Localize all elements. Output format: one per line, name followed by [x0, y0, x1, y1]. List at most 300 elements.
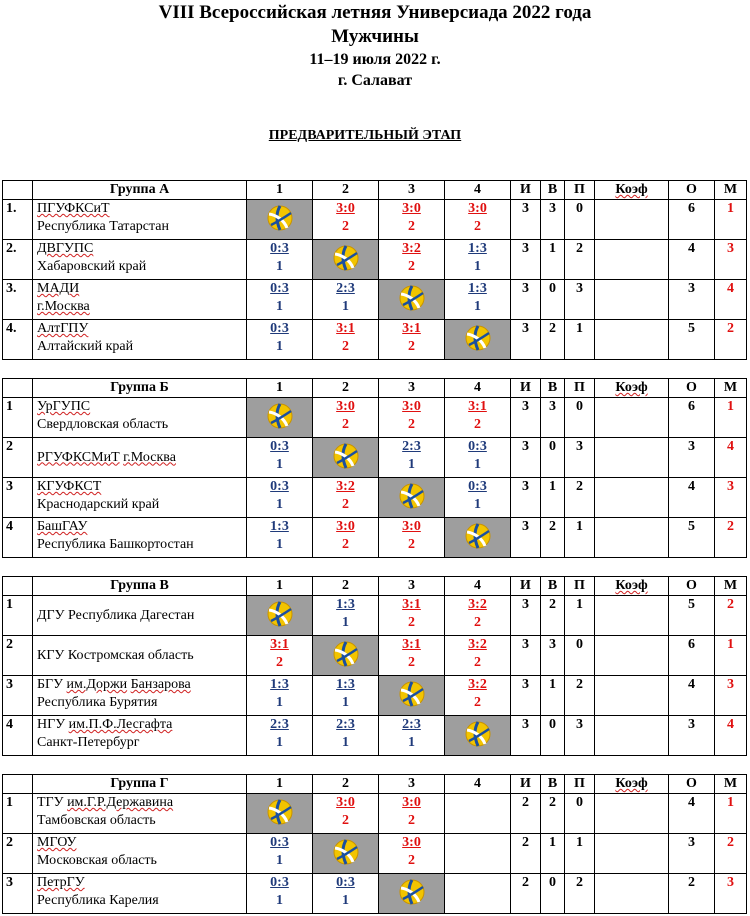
volleyball-icon: [267, 601, 293, 627]
team-name: КГУФКСТ: [37, 479, 102, 494]
team-name-cell: [33, 794, 247, 834]
points-total: 3: [669, 716, 715, 756]
header-col-2: 2: [313, 181, 379, 200]
header-place: М: [715, 181, 747, 200]
match-points: 1: [276, 537, 283, 552]
team-row: [3, 636, 747, 676]
match-score: 3:2: [336, 479, 355, 494]
match-points: 1: [342, 893, 349, 908]
match-points: 1: [276, 853, 283, 868]
match-result-cell: [313, 320, 379, 360]
header-coef: Коэф: [595, 379, 669, 398]
place: 1: [715, 794, 747, 834]
match-points: 2: [342, 417, 349, 432]
team-number: 2: [3, 636, 33, 676]
match-result-cell: [313, 676, 379, 716]
match-result-cell: [445, 478, 511, 518]
match-score: 2:3: [270, 717, 289, 732]
points-total: 5: [669, 518, 715, 558]
losses-count: 0: [565, 636, 595, 676]
coefficient: [595, 794, 669, 834]
self-match-cell: [445, 320, 511, 360]
match-result-cell: [247, 716, 313, 756]
header-col-1: 1: [247, 775, 313, 794]
match-result-cell: [247, 518, 313, 558]
match-result-cell: [445, 398, 511, 438]
match-score: 0:3: [270, 479, 289, 494]
team-name-cell: [33, 834, 247, 874]
games-played: 2: [511, 874, 541, 914]
team-name: БашГАУ: [37, 519, 88, 534]
points-total: 4: [669, 676, 715, 716]
team-region: Алтайский край: [37, 339, 134, 354]
group-name: Группа В: [33, 577, 247, 596]
team-number: 2: [3, 834, 33, 874]
place: 1: [715, 636, 747, 676]
coefficient: [595, 716, 669, 756]
match-points: 1: [408, 457, 415, 472]
header-num: [3, 577, 33, 596]
team-row: [3, 834, 747, 874]
self-match-cell: [445, 518, 511, 558]
place: 3: [715, 676, 747, 716]
self-match-cell: [247, 200, 313, 240]
team-row: [3, 280, 747, 320]
match-points: 1: [276, 299, 283, 314]
match-result-cell: [445, 636, 511, 676]
group-table: [2, 180, 747, 360]
match-points: 1: [276, 695, 283, 710]
match-points: 1: [474, 259, 481, 274]
coefficient: [595, 438, 669, 478]
match-result-cell: [313, 518, 379, 558]
match-score: 3:1: [468, 399, 487, 414]
group-table: [2, 576, 747, 756]
games-played: 3: [511, 398, 541, 438]
match-points: 2: [342, 813, 349, 828]
match-result-cell: [445, 200, 511, 240]
wins-count: 2: [541, 320, 565, 360]
group-table: [2, 774, 747, 914]
coefficient: [595, 874, 669, 914]
team-number: 3: [3, 676, 33, 716]
self-match-cell: [379, 676, 445, 716]
volleyball-icon: [399, 879, 425, 905]
losses-count: 1: [565, 518, 595, 558]
team-region: Республика Бурятия: [37, 695, 158, 710]
group-name: Группа А: [33, 181, 247, 200]
points-total: 3: [669, 834, 715, 874]
match-points: 1: [276, 893, 283, 908]
event-dates: 11–19 июля 2022 г.: [309, 51, 441, 68]
header-wins: В: [541, 775, 565, 794]
match-score: 3:0: [336, 519, 355, 534]
match-result-cell: [247, 320, 313, 360]
match-points: 2: [342, 339, 349, 354]
place: 4: [715, 716, 747, 756]
losses-count: 3: [565, 280, 595, 320]
coefficient: [595, 676, 669, 716]
header-col-1: 1: [247, 181, 313, 200]
team-number: 3.: [3, 280, 33, 320]
team-number: 1.: [3, 200, 33, 240]
match-points: 2: [408, 219, 415, 234]
match-score: 3:0: [336, 795, 355, 810]
losses-count: 0: [565, 200, 595, 240]
team-region: Хабаровский край: [37, 259, 147, 274]
volleyball-icon: [399, 285, 425, 311]
team-region: Тамбовская область: [37, 813, 156, 828]
header-num: [3, 775, 33, 794]
match-result-cell: [445, 596, 511, 636]
match-score: 3:1: [402, 597, 421, 612]
match-result-cell: [247, 636, 313, 676]
header-losses: П: [565, 181, 595, 200]
header-col-3: 3: [379, 181, 445, 200]
self-match-cell: [313, 636, 379, 676]
wins-count: 0: [541, 874, 565, 914]
place: 2: [715, 596, 747, 636]
points-total: 4: [669, 478, 715, 518]
header-col-2: 2: [313, 577, 379, 596]
games-played: 3: [511, 240, 541, 280]
header-points: О: [669, 577, 715, 596]
match-result-cell: [247, 478, 313, 518]
match-score: 3:2: [402, 241, 421, 256]
match-result-cell: [379, 716, 445, 756]
losses-count: 0: [565, 398, 595, 438]
match-score: 3:2: [468, 637, 487, 652]
match-result-cell: [379, 794, 445, 834]
team-name-cell: [33, 636, 247, 676]
header-games: И: [511, 379, 541, 398]
match-result-cell: [379, 596, 445, 636]
match-result-cell: [313, 874, 379, 914]
header-col-2: 2: [313, 379, 379, 398]
gender-category: Мужчины: [331, 26, 419, 47]
points-total: 4: [669, 794, 715, 834]
match-result-cell: [247, 676, 313, 716]
team-region: Краснодарский край: [37, 497, 160, 512]
team-name-cell: [33, 478, 247, 518]
place: 3: [715, 874, 747, 914]
match-score: 3:2: [468, 677, 487, 692]
self-match-cell: [379, 280, 445, 320]
match-result-cell: [313, 794, 379, 834]
self-match-cell: [247, 596, 313, 636]
self-match-cell: [313, 240, 379, 280]
match-points: 2: [276, 655, 283, 670]
team-name: НГУ им.П.Ф.Лесгафта: [37, 717, 173, 732]
team-name-cell: [33, 240, 247, 280]
match-score: 2:3: [336, 281, 355, 296]
group-header-row: [3, 775, 747, 794]
match-result-cell: [247, 280, 313, 320]
losses-count: 2: [565, 874, 595, 914]
header-col-1: 1: [247, 379, 313, 398]
points-total: 6: [669, 636, 715, 676]
wins-count: 1: [541, 834, 565, 874]
team-number: 2: [3, 438, 33, 478]
self-match-cell: [379, 874, 445, 914]
match-result-cell: [313, 280, 379, 320]
header-games: И: [511, 775, 541, 794]
header-points: О: [669, 181, 715, 200]
match-result-cell: [313, 478, 379, 518]
team-row: [3, 438, 747, 478]
team-row: [3, 240, 747, 280]
team-name-cell: [33, 438, 247, 478]
games-played: 3: [511, 518, 541, 558]
team-name: ПГУФКСиТ: [37, 201, 110, 216]
wins-count: 2: [541, 596, 565, 636]
match-points: 2: [474, 655, 481, 670]
match-score: 3:0: [402, 399, 421, 414]
match-points: 2: [342, 497, 349, 512]
match-points: 2: [474, 695, 481, 710]
match-points: 2: [408, 537, 415, 552]
match-score: 3:1: [402, 321, 421, 336]
match-points: 2: [342, 219, 349, 234]
wins-count: 2: [541, 518, 565, 558]
wins-count: 0: [541, 280, 565, 320]
volleyball-icon: [267, 205, 293, 231]
self-match-cell: [379, 478, 445, 518]
team-row: [3, 676, 747, 716]
self-match-cell: [313, 438, 379, 478]
match-score: 3:0: [402, 795, 421, 810]
match-score: 0:3: [270, 439, 289, 454]
self-match-cell: [313, 834, 379, 874]
self-match-cell: [445, 716, 511, 756]
games-played: 2: [511, 834, 541, 874]
points-total: 6: [669, 200, 715, 240]
match-result-cell: [247, 874, 313, 914]
team-name: РГУФКСМиТ г.Москва: [37, 449, 176, 465]
header-place: М: [715, 775, 747, 794]
coefficient: [595, 200, 669, 240]
match-result-cell: [379, 240, 445, 280]
games-played: 3: [511, 438, 541, 478]
match-points: 1: [342, 695, 349, 710]
team-region: Республика Карелия: [37, 893, 159, 908]
volleyball-icon: [333, 839, 359, 865]
match-result-cell: [379, 200, 445, 240]
team-number: 2.: [3, 240, 33, 280]
volleyball-icon: [465, 325, 491, 351]
stage-title: ПРЕДВАРИТЕЛЬНЫЙ ЭТАП: [268, 128, 462, 143]
points-total: 4: [669, 240, 715, 280]
empty-match-cell: [445, 794, 511, 834]
match-score: 2:3: [402, 717, 421, 732]
points-total: 5: [669, 596, 715, 636]
match-result-cell: [445, 240, 511, 280]
header-points: О: [669, 775, 715, 794]
self-match-cell: [247, 794, 313, 834]
volleyball-icon: [333, 641, 359, 667]
match-score: 0:3: [468, 479, 487, 494]
place: 2: [715, 518, 747, 558]
losses-count: 1: [565, 596, 595, 636]
team-name: КГУ Костромская область: [37, 647, 194, 663]
losses-count: 2: [565, 240, 595, 280]
match-score: 3:0: [402, 201, 421, 216]
header-losses: П: [565, 577, 595, 596]
match-score: 0:3: [270, 875, 289, 890]
match-points: 2: [408, 853, 415, 868]
team-name-cell: [33, 200, 247, 240]
team-row: [3, 478, 747, 518]
match-points: 2: [408, 339, 415, 354]
team-number: 4: [3, 716, 33, 756]
team-row: [3, 874, 747, 914]
team-row: [3, 716, 747, 756]
team-region: Республика Татарстан: [37, 219, 170, 234]
wins-count: 1: [541, 240, 565, 280]
match-points: 2: [408, 655, 415, 670]
losses-count: 1: [565, 834, 595, 874]
team-name-cell: [33, 676, 247, 716]
place: 1: [715, 200, 747, 240]
match-result-cell: [247, 834, 313, 874]
match-score: 0:3: [270, 835, 289, 850]
header-losses: П: [565, 775, 595, 794]
games-played: 3: [511, 676, 541, 716]
team-row: [3, 320, 747, 360]
match-points: 1: [342, 615, 349, 630]
header-games: И: [511, 577, 541, 596]
match-points: 2: [408, 259, 415, 274]
team-number: 3: [3, 478, 33, 518]
team-number: 1: [3, 794, 33, 834]
match-points: 2: [342, 537, 349, 552]
match-score: 0:3: [468, 439, 487, 454]
games-played: 3: [511, 200, 541, 240]
match-score: 3:0: [468, 201, 487, 216]
match-result-cell: [313, 596, 379, 636]
empty-match-cell: [445, 874, 511, 914]
team-name-cell: [33, 398, 247, 438]
losses-count: 3: [565, 438, 595, 478]
match-score: 3:2: [468, 597, 487, 612]
games-played: 2: [511, 794, 541, 834]
place: 3: [715, 240, 747, 280]
coefficient: [595, 518, 669, 558]
match-result-cell: [313, 716, 379, 756]
team-name: УрГУПС: [37, 399, 91, 414]
match-score: 2:3: [402, 439, 421, 454]
wins-count: 1: [541, 676, 565, 716]
self-match-cell: [247, 398, 313, 438]
team-name-cell: [33, 280, 247, 320]
volleyball-icon: [267, 799, 293, 825]
team-row: [3, 398, 747, 438]
match-result-cell: [379, 518, 445, 558]
team-row: [3, 518, 747, 558]
volleyball-icon: [399, 681, 425, 707]
match-result-cell: [379, 438, 445, 478]
header-num: [3, 379, 33, 398]
match-points: 1: [276, 339, 283, 354]
losses-count: 1: [565, 320, 595, 360]
group-name: Группа Б: [33, 379, 247, 398]
team-row: [3, 596, 747, 636]
points-total: 5: [669, 320, 715, 360]
losses-count: 3: [565, 716, 595, 756]
games-played: 3: [511, 320, 541, 360]
match-score: 1:3: [336, 677, 355, 692]
coefficient: [595, 596, 669, 636]
wins-count: 3: [541, 398, 565, 438]
match-points: 1: [474, 497, 481, 512]
match-points: 1: [276, 497, 283, 512]
match-points: 1: [342, 299, 349, 314]
header-col-3: 3: [379, 775, 445, 794]
points-total: 3: [669, 438, 715, 478]
match-points: 2: [474, 219, 481, 234]
header-wins: В: [541, 181, 565, 200]
team-name-cell: [33, 596, 247, 636]
header-col-4: 4: [445, 181, 511, 200]
match-result-cell: [247, 438, 313, 478]
match-result-cell: [445, 676, 511, 716]
match-result-cell: [379, 398, 445, 438]
losses-count: 2: [565, 676, 595, 716]
match-score: 3:1: [402, 637, 421, 652]
match-result-cell: [445, 280, 511, 320]
header-points: О: [669, 379, 715, 398]
team-name: ДВГУПС: [37, 241, 94, 256]
place: 2: [715, 320, 747, 360]
points-total: 6: [669, 398, 715, 438]
team-region: Московская область: [37, 853, 157, 868]
games-played: 3: [511, 636, 541, 676]
match-result-cell: [247, 240, 313, 280]
match-result-cell: [313, 398, 379, 438]
team-name-cell: [33, 716, 247, 756]
coefficient: [595, 280, 669, 320]
match-points: 1: [474, 299, 481, 314]
team-number: 4.: [3, 320, 33, 360]
header-col-3: 3: [379, 577, 445, 596]
volleyball-icon: [399, 483, 425, 509]
match-score: 1:3: [270, 519, 289, 534]
place: 4: [715, 280, 747, 320]
header-wins: В: [541, 379, 565, 398]
event-city: г. Салават: [337, 72, 413, 89]
match-result-cell: [313, 200, 379, 240]
header-coef: Коэф: [595, 775, 669, 794]
coefficient: [595, 834, 669, 874]
coefficient: [595, 240, 669, 280]
match-points: 1: [276, 457, 283, 472]
match-points: 2: [408, 813, 415, 828]
losses-count: 0: [565, 794, 595, 834]
volleyball-icon: [267, 403, 293, 429]
header-col-1: 1: [247, 577, 313, 596]
match-score: 0:3: [270, 241, 289, 256]
document-title: VIII Всероссийская летняя Универсиада 2022 года: [158, 2, 592, 23]
match-score: 0:3: [270, 281, 289, 296]
header-games: И: [511, 181, 541, 200]
header-col-2: 2: [313, 775, 379, 794]
coefficient: [595, 636, 669, 676]
match-points: 1: [474, 457, 481, 472]
empty-match-cell: [445, 834, 511, 874]
match-points: 2: [474, 417, 481, 432]
team-number: 1: [3, 398, 33, 438]
wins-count: 0: [541, 438, 565, 478]
